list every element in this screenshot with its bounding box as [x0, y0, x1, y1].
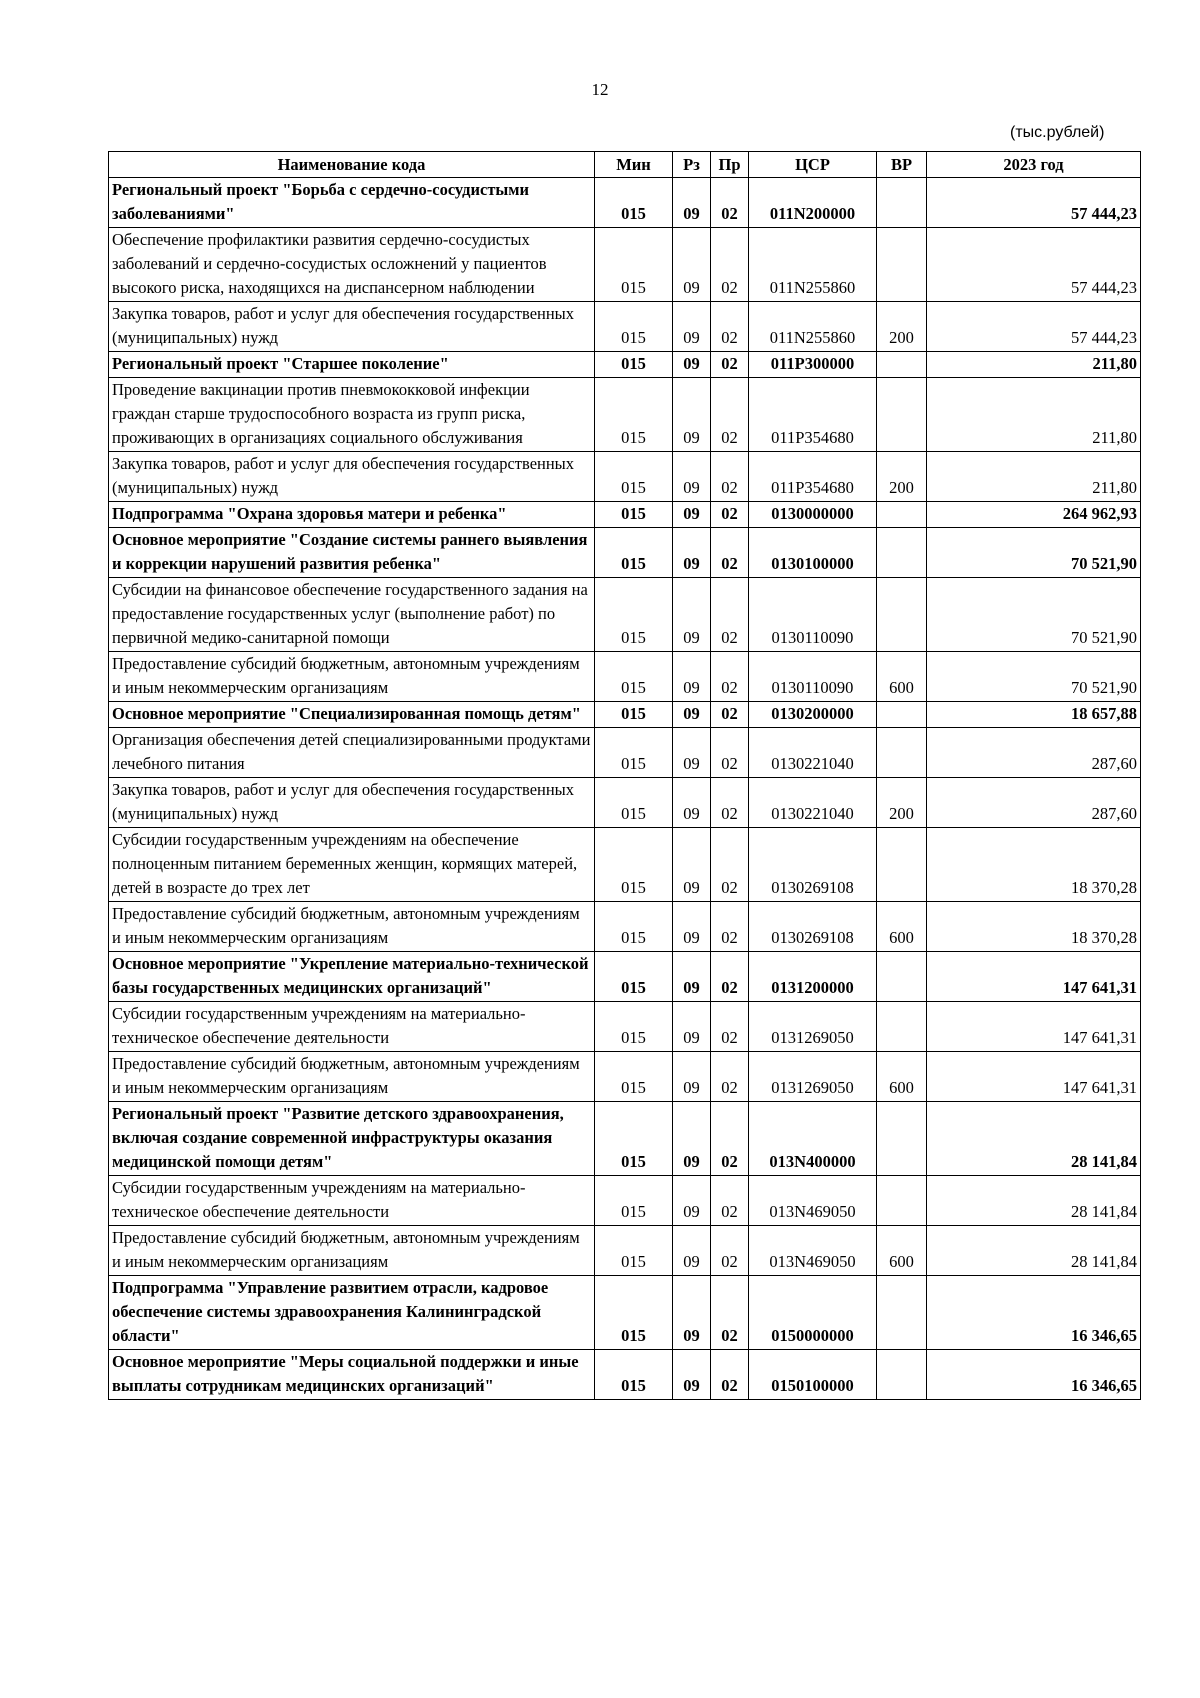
table-row: [109, 952, 1141, 1002]
row-name: Региональный проект "Борьба с сердечно-сосудистыми заболеваниями": [109, 178, 595, 228]
row-name: Основное мероприятие "Специализированная помощь детям": [109, 702, 595, 728]
row-min: 015: [595, 828, 673, 902]
row-pr: 02: [711, 952, 749, 1002]
row-vr: [877, 378, 927, 452]
row-vr: 200: [877, 778, 927, 828]
table-row: [109, 1052, 1141, 1102]
row-name: Проведение вакцинации против пневмококковой инфекции граждан старше трудоспособного возраста из групп риска, проживающих в организациях социального обслуживания: [109, 378, 595, 452]
row-name: Подпрограмма "Охрана здоровья матери и ребенка": [109, 502, 595, 528]
row-vr: [877, 228, 927, 302]
row-rz: 09: [673, 1226, 711, 1276]
row-name: Основное мероприятие "Создание системы раннего выявления и коррекции нарушений развития ребенка": [109, 528, 595, 578]
units-label: (тыс.рублей): [1010, 124, 1105, 141]
row-rz: 09: [673, 1350, 711, 1400]
row-rz: 09: [673, 1002, 711, 1052]
row-min: 015: [595, 1002, 673, 1052]
row-vr: 200: [877, 452, 927, 502]
row-rz: 09: [673, 528, 711, 578]
row-pr: 02: [711, 702, 749, 728]
row-min: 015: [595, 778, 673, 828]
row-min: 015: [595, 378, 673, 452]
row-csr: 0130221040: [749, 728, 877, 778]
table-row: [109, 902, 1141, 952]
row-amount: 211,80: [927, 452, 1141, 502]
row-amount: 57 444,23: [927, 228, 1141, 302]
row-amount: 147 641,31: [927, 1052, 1141, 1102]
table-row: [109, 1176, 1141, 1226]
row-csr: 0131269050: [749, 1002, 877, 1052]
row-rz: 09: [673, 1176, 711, 1226]
row-pr: 02: [711, 728, 749, 778]
row-amount: 147 641,31: [927, 1002, 1141, 1052]
row-csr: 013N469050: [749, 1176, 877, 1226]
row-amount: 28 141,84: [927, 1176, 1141, 1226]
row-min: 015: [595, 302, 673, 352]
row-min: 015: [595, 452, 673, 502]
row-min: 015: [595, 528, 673, 578]
row-csr: 0130000000: [749, 502, 877, 528]
header-pr: Пр: [711, 152, 749, 178]
row-vr: 600: [877, 652, 927, 702]
row-rz: 09: [673, 378, 711, 452]
row-amount: 211,80: [927, 352, 1141, 378]
row-amount: 57 444,23: [927, 178, 1141, 228]
row-pr: 02: [711, 502, 749, 528]
row-name: Закупка товаров, работ и услуг для обеспечения государственных (муниципальных) нужд: [109, 778, 595, 828]
row-rz: 09: [673, 778, 711, 828]
row-csr: 0150100000: [749, 1350, 877, 1400]
row-vr: 200: [877, 302, 927, 352]
row-rz: 09: [673, 1052, 711, 1102]
row-vr: 600: [877, 1052, 927, 1102]
row-csr: 0131269050: [749, 1052, 877, 1102]
row-rz: 09: [673, 702, 711, 728]
row-pr: 02: [711, 228, 749, 302]
row-name: Субсидии на финансовое обеспечение государственного задания на предоставление государственных услуг (выполнение работ) по первичной медико-санитарной помощи: [109, 578, 595, 652]
row-name: Подпрограмма "Управление развитием отрасли, кадровое обеспечение системы здравоохранения Калининградской области": [109, 1276, 595, 1350]
row-csr: 011N255860: [749, 302, 877, 352]
row-name: Субсидии государственным учреждениям на обеспечение полноценным питанием беременных женщин, кормящих матерей, детей в возрасте до трех лет: [109, 828, 595, 902]
row-rz: 09: [673, 228, 711, 302]
row-amount: 287,60: [927, 778, 1141, 828]
header-row: [109, 152, 1141, 178]
row-min: 015: [595, 1350, 673, 1400]
row-amount: 70 521,90: [927, 652, 1141, 702]
row-pr: 02: [711, 652, 749, 702]
header-year: 2023 год: [927, 152, 1141, 178]
row-vr: [877, 702, 927, 728]
row-vr: [877, 1276, 927, 1350]
row-vr: [877, 578, 927, 652]
row-pr: 02: [711, 902, 749, 952]
row-csr: 0130200000: [749, 702, 877, 728]
row-csr: 0130269108: [749, 902, 877, 952]
row-vr: 600: [877, 902, 927, 952]
row-amount: 147 641,31: [927, 952, 1141, 1002]
row-min: 015: [595, 902, 673, 952]
row-amount: 28 141,84: [927, 1102, 1141, 1176]
row-csr: 013N469050: [749, 1226, 877, 1276]
row-csr: 0130110090: [749, 652, 877, 702]
table-row: [109, 652, 1141, 702]
row-amount: 70 521,90: [927, 528, 1141, 578]
row-name: Предоставление субсидий бюджетным, автономным учреждениям и иным некоммерческим организациям: [109, 902, 595, 952]
header-name: Наименование кода: [109, 152, 595, 178]
header-csr: ЦСР: [749, 152, 877, 178]
row-csr: 0130269108: [749, 828, 877, 902]
row-csr: 0130110090: [749, 578, 877, 652]
budget-table: [108, 151, 1141, 1400]
row-amount: 70 521,90: [927, 578, 1141, 652]
table-body: [109, 178, 1141, 1400]
row-pr: 02: [711, 528, 749, 578]
row-rz: 09: [673, 952, 711, 1002]
row-vr: [877, 1176, 927, 1226]
row-csr: 0130221040: [749, 778, 877, 828]
row-amount: 18 657,88: [927, 702, 1141, 728]
row-min: 015: [595, 352, 673, 378]
table-row: [109, 378, 1141, 452]
table-row: [109, 1350, 1141, 1400]
row-pr: 02: [711, 378, 749, 452]
row-pr: 02: [711, 1052, 749, 1102]
row-rz: 09: [673, 828, 711, 902]
row-amount: 18 370,28: [927, 902, 1141, 952]
row-name: Субсидии государственным учреждениям на материально-техническое обеспечение деятельности: [109, 1176, 595, 1226]
row-csr: 0130100000: [749, 528, 877, 578]
row-vr: [877, 1350, 927, 1400]
header-min: Мин: [595, 152, 673, 178]
row-vr: [877, 528, 927, 578]
row-name: Региональный проект "Старшее поколение": [109, 352, 595, 378]
row-amount: 28 141,84: [927, 1226, 1141, 1276]
row-rz: 09: [673, 352, 711, 378]
row-rz: 09: [673, 728, 711, 778]
header-rz: Рз: [673, 152, 711, 178]
row-pr: 02: [711, 1350, 749, 1400]
row-min: 015: [595, 702, 673, 728]
row-rz: 09: [673, 578, 711, 652]
row-pr: 02: [711, 1176, 749, 1226]
row-amount: 16 346,65: [927, 1276, 1141, 1350]
row-min: 015: [595, 652, 673, 702]
row-name: Предоставление субсидий бюджетным, автономным учреждениям и иным некоммерческим организациям: [109, 652, 595, 702]
row-pr: 02: [711, 1226, 749, 1276]
row-csr: 011N200000: [749, 178, 877, 228]
row-min: 015: [595, 502, 673, 528]
table-row: [109, 1102, 1141, 1176]
table-row: [109, 1276, 1141, 1350]
row-pr: 02: [711, 778, 749, 828]
row-csr: 011P300000: [749, 352, 877, 378]
table-row: [109, 528, 1141, 578]
table-row: [109, 228, 1141, 302]
row-csr: 0150000000: [749, 1276, 877, 1350]
row-pr: 02: [711, 578, 749, 652]
table-row: [109, 578, 1141, 652]
row-min: 015: [595, 1102, 673, 1176]
header-vr: ВР: [877, 152, 927, 178]
table-row: [109, 1002, 1141, 1052]
row-min: 015: [595, 728, 673, 778]
table-row: [109, 778, 1141, 828]
row-vr: [877, 952, 927, 1002]
row-name: Основное мероприятие "Меры социальной поддержки и иные выплаты сотрудникам медицинских организаций": [109, 1350, 595, 1400]
row-name: Организация обеспечения детей специализированными продуктами лечебного питания: [109, 728, 595, 778]
row-amount: 287,60: [927, 728, 1141, 778]
row-name: Региональный проект "Развитие детского здравоохранения, включая создание современной инфраструктуры оказания медицинской помощи детям": [109, 1102, 595, 1176]
row-pr: 02: [711, 178, 749, 228]
table-row: [109, 502, 1141, 528]
row-min: 015: [595, 1276, 673, 1350]
row-vr: [877, 178, 927, 228]
row-pr: 02: [711, 828, 749, 902]
row-vr: [877, 352, 927, 378]
table-row: [109, 1226, 1141, 1276]
row-csr: 011N255860: [749, 228, 877, 302]
row-amount: 211,80: [927, 378, 1141, 452]
row-rz: 09: [673, 502, 711, 528]
row-name: Субсидии государственным учреждениям на материально-техническое обеспечение деятельности: [109, 1002, 595, 1052]
row-min: 015: [595, 1052, 673, 1102]
row-rz: 09: [673, 652, 711, 702]
row-name: Предоставление субсидий бюджетным, автономным учреждениям и иным некоммерческим организациям: [109, 1052, 595, 1102]
row-name: Основное мероприятие "Укрепление материально-технической базы государственных медицинских организаций": [109, 952, 595, 1002]
table-row: [109, 302, 1141, 352]
row-vr: [877, 828, 927, 902]
table-row: [109, 178, 1141, 228]
row-amount: 16 346,65: [927, 1350, 1141, 1400]
table-row: [109, 702, 1141, 728]
row-csr: 011P354680: [749, 452, 877, 502]
row-name: Обеспечение профилактики развития сердечно-сосудистых заболеваний и сердечно-сосудистых осложнений у пациентов высокого риска, находящихся на диспансерном наблюдении: [109, 228, 595, 302]
row-vr: [877, 502, 927, 528]
row-rz: 09: [673, 178, 711, 228]
row-pr: 02: [711, 352, 749, 378]
row-min: 015: [595, 228, 673, 302]
page-number: 12: [591, 80, 609, 99]
row-vr: 600: [877, 1226, 927, 1276]
row-name: Предоставление субсидий бюджетным, автономным учреждениям и иным некоммерческим организациям: [109, 1226, 595, 1276]
row-vr: [877, 1002, 927, 1052]
row-vr: [877, 1102, 927, 1176]
row-rz: 09: [673, 302, 711, 352]
row-rz: 09: [673, 902, 711, 952]
row-min: 015: [595, 1176, 673, 1226]
row-pr: 02: [711, 1002, 749, 1052]
row-csr: 0131200000: [749, 952, 877, 1002]
row-csr: 013N400000: [749, 1102, 877, 1176]
row-name: Закупка товаров, работ и услуг для обеспечения государственных (муниципальных) нужд: [109, 452, 595, 502]
row-pr: 02: [711, 452, 749, 502]
row-rz: 09: [673, 1102, 711, 1176]
row-amount: 18 370,28: [927, 828, 1141, 902]
row-pr: 02: [711, 1276, 749, 1350]
row-amount: 57 444,23: [927, 302, 1141, 352]
row-csr: 011P354680: [749, 378, 877, 452]
row-rz: 09: [673, 452, 711, 502]
row-min: 015: [595, 178, 673, 228]
table-row: [109, 728, 1141, 778]
row-pr: 02: [711, 302, 749, 352]
row-min: 015: [595, 1226, 673, 1276]
row-rz: 09: [673, 1276, 711, 1350]
table-row: [109, 452, 1141, 502]
row-name: Закупка товаров, работ и услуг для обеспечения государственных (муниципальных) нужд: [109, 302, 595, 352]
row-min: 015: [595, 952, 673, 1002]
table-row: [109, 352, 1141, 378]
row-pr: 02: [711, 1102, 749, 1176]
table-row: [109, 828, 1141, 902]
row-vr: [877, 728, 927, 778]
row-min: 015: [595, 578, 673, 652]
row-amount: 264 962,93: [927, 502, 1141, 528]
